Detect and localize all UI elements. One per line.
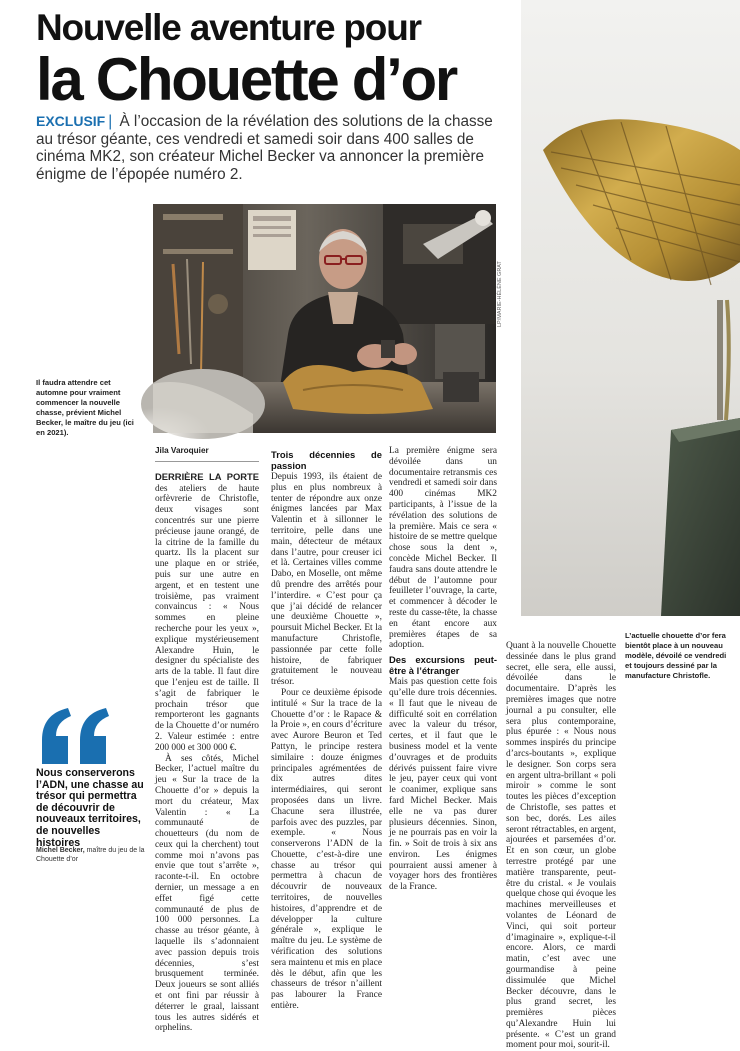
subheading: Trois décennies de passion [271,449,382,471]
article-paragraph: La première énigme sera dévoilée dans un documentaire retransmis ces vendredi et samedi soir dans 400 cinémas MK2 participants, à l’issue de la révélation des solutions de la première. Mais ce sera « histoire de se mettre quelque chose sous la dent », concède Michel Becker. Il faudra sans doute attendre le début de l’automne pour feuilleter l’ouvrage, la carte, et commencer à décoder le reste du casse-tête, la chasse en étant encore aux premières étapes de sa adoption. [389,446,497,651]
photo-caption-2: L’actuelle chouette d’or fera bientôt place à un nouveau modèle, dévoilé ce vendredi et toujours dessiné par la manufacture Christofle. [625,631,727,680]
tag-separator: | [108,113,113,130]
photo-caption-1: Il faudra attendre cet automne pour vraiment commencer la nouvelle chasse, prévient Michel Becker, le maître du jeu (ici en 2021). [36,378,134,437]
article-paragraph: À ses côtés, Michel Becker, l’actuel maître du jeu « Sur la trace de la Chouette d’or » depuis la mort du créateur, Max Valentin : « La communauté de chouetteurs (du nom de ceux qui la cherchent) tout comme moi n’avons pas envie que tout s’arrête », raconte-t-il. En octobre dernier, un message a en effet figé cette communauté de plus de 100 000 personnes. La chasse au trésor géante, à laquelle ils s’adonnaient avec passion depuis trois décennies, s’est brusquement terminée. Deux joueurs se sont alliés et ont fini par réussir à déterrer le graal, laissant tous les autres sidérés et orphelins. [155,753,259,1034]
article-column-1 [155,446,259,1034]
author-byline: Jila Varoquier [155,446,259,462]
article-column-5 [624,690,730,866]
headline [36,8,516,112]
pull-quote-attribution [36,847,146,864]
article-paragraph: Mais pas question cette fois qu’elle dure trois décennies. « Il faut que le niveau de difficulté soit en corrélation avec la valeur du trésor, certes, et il faut que le business model et la vente d’ouvrages et de produits dérivés puissent faire vivre le jeu, payer ceux qui vont le coanimer, explique sans fard Michel Becker. Mais elle ne va pas durer plusieurs décennies. Sinon, je ne pourrais pas en voir la fin. » Soit de trois à six ans environ. Les énigmes pourraient aussi amener à voyager hors des frontières de la France. [389,677,497,893]
quote-mark-icon [38,706,110,766]
article-column-4 [506,641,616,1051]
article-column-3 [389,446,497,893]
quote-author-role: maître du jeu de la Chouette d’or [36,847,145,863]
subheading: Des excursions peut-être à l’étranger [389,654,497,677]
headline-line-2: la Chouette d’or [36,46,456,113]
article-paragraph: DERRIÈRE LA PORTE des ateliers de haute orfèvrerie de Christofle, deux visages sont concentrés sur une pierre précieuse jaune orangé, de la citrine de la famille du quartz. Ils la placent sur une plaque en or striée, puis sur une autre en argent, et en testent une troisième, pas vraiment convaincus : « Nous sommes en pleine recherche pour les yeux », explique mystérieusement Alexandre Huin, le designer du spécialiste des arts de la table. Il faut dire que l’enjeu est de taille. Il s’agit de fabriquer le prochain trésor que remporteront les gagnants de la Chouette d’or numéro 2. Valeur estimée : entre 200 000 et 300 000 €. [155,470,259,753]
photo-golden-owl [521,0,740,616]
lead-in: DERRIÈRE LA PORTE [155,470,259,482]
pull-quote-text: Nous conserverons l’ADN, une chasse au trésor qui permettra de découvrir de nouveaux territoires, de nouvelles histoires [36,767,144,849]
golden-owl-illustration [521,0,740,616]
photo-credit: LP/MARIE-HÉLÈNE GRAT [497,261,503,327]
quote-author: Michel Becker, [36,847,85,854]
article-paragraph: Pour ce deuxième épisode intitulé « Sur la trace de la Chouette d’or : le Rapace & la Proie », en cours d’écriture avec Aurore Beuron et Ted Pattyn, le principe restera similaire : douze énigmes principales agrémentées de dix autres dites intermédiaires, qui seront proposées dans un livre. Chacune sera illustrée, parfois avec des puzzles, par exemple. « Nous conserverons l’ADN de la Chouette, c’est-à-dire une chasse au trésor qui permettra à chacun de découvrir de nouveaux territoires, de nouvelles histoires, d’apprendre et de développer la culture générale », explique le maître du jeu. Le système de vérification des solutions sera maintenu et mis en place dès le début, afin que les chasseurs de trésor n’aillent pas labourer la France entière. [271,687,382,1012]
headline-line-1: Nouvelle aventure pour [36,7,421,48]
photo-michel-becker [153,204,496,433]
article-column-2 [271,446,382,1012]
article-paragraph: Quant à la nouvelle Chouette dessinée dans le plus grand secret, elle sera, elle aussi, dévoilée dans le documentaire. D’après les premières images que notre journal a pu consulter, elle sera plus contemporaine, plus épurée : « Nous nous sommes inspirés du principe d’arcs-boutants », explique le designer. Son corps sera en argent ultra-brillant « poli miroir » comme le sont toutes les pièces d’exception de Christofle, ses pattes et son bec, dorés. Les ailes seront rétractables, en argent, ajourées et parsemées d’or. Et en son cœur, un globe terrestre protégé par une matière transparente, peut-être du cristal. « Je voulais quelque chose qui évoque les machines merveilleuses et volantes de Léonard de Vinci, qui soit porteur d’imaginaire », explique-t-il encore. Alors, ce mardi matin, c’est avec une gourmandise à peine dissimulée que Michel Becker découvre, dans le plus grand secret, les premières pièces qu’Alexandre Huin lui présente. « C’est un grand moment pour moi, sourit-il. [506,641,616,1051]
workshop-photo-illustration [153,204,496,433]
exclusive-tag: EXCLUSIF [36,113,106,129]
lede-text: À l’occasion de la révélation des solutions de la chasse au trésor géante, ces vendredi et samedi soir dans 400 salles de cinéma MK2, son créateur Michel Becker va annoncer la première énigme de l’épopée numéro 2. [36,113,493,183]
lede [36,113,506,183]
article-paragraph: Depuis 1993, ils étaient de plus en plus nombreux à tenter de répondre aux onze énigmes lancées par Max Valentin et à sillonner le territoire, pelle dans une main, détecteur de métaux dans l’autre, pour creuser ici et là. Certaines villes comme Dabo, en Moselle, ont même dû prendre des arrêtés pour l’interdire. « C’est pour ça que j’ai décidé de relancer une deuxième Chouette », poursuit Michel Becker. Et la manufacture Christofle, passionnée par cette folle histoire, de fabriquer gratuitement le nouveau trésor. [271,472,382,688]
